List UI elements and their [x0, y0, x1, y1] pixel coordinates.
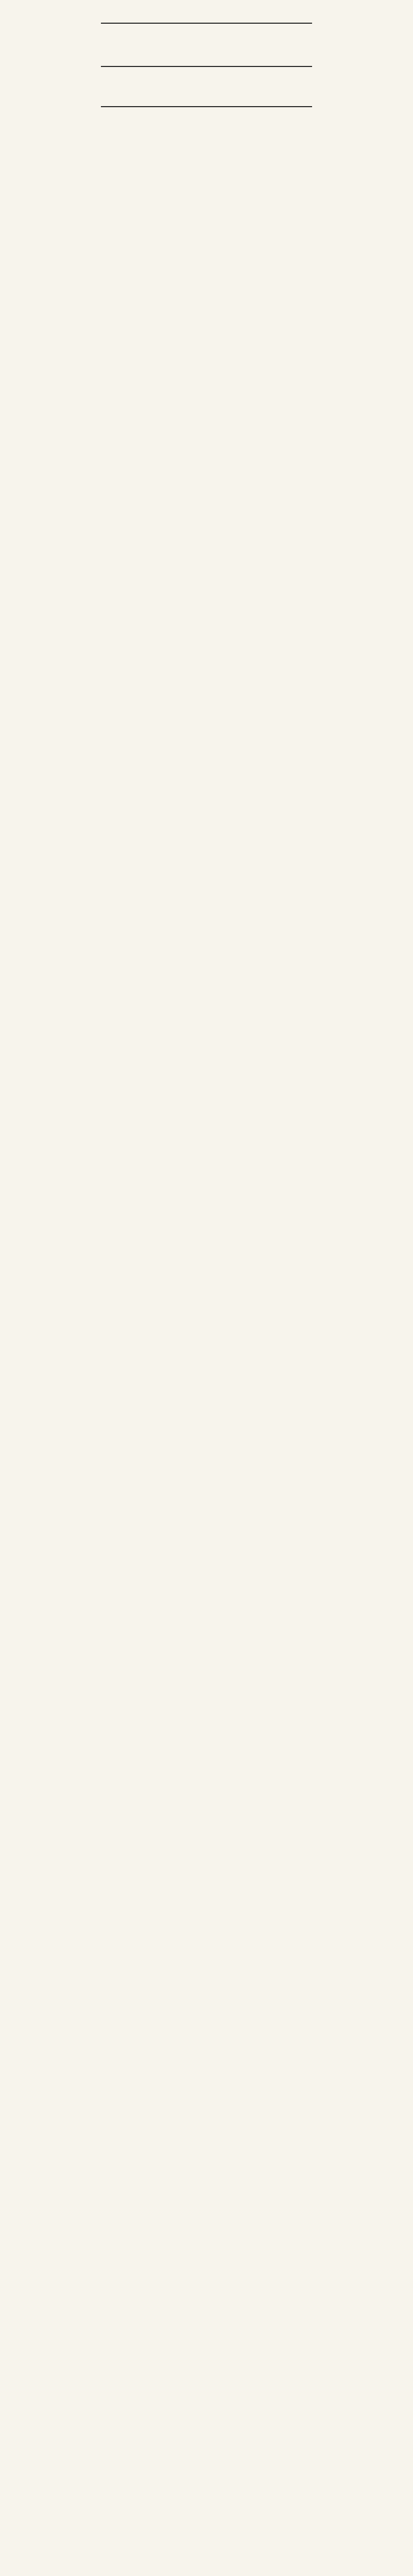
section-heading — [8, 1879, 405, 1892]
section-heading — [8, 2354, 405, 2367]
body-paragraph — [8, 441, 405, 554]
body-paragraph — [8, 678, 405, 750]
body-paragraph — [8, 1453, 405, 1525]
deck-line-2 — [29, 47, 384, 61]
body-paragraph — [8, 1123, 405, 1236]
body-paragraph — [8, 1898, 405, 2104]
body-paragraph — [8, 1675, 405, 1789]
body-paragraph — [8, 2373, 405, 2486]
divider — [101, 106, 312, 107]
article — [8, 0, 405, 2576]
body-paragraph — [8, 782, 405, 895]
body-paragraph — [8, 901, 405, 973]
body-paragraph — [8, 1557, 405, 1670]
section-heading — [8, 764, 405, 776]
body-paragraph — [8, 1242, 405, 1448]
body-paragraph — [8, 978, 405, 1091]
divider — [101, 66, 312, 67]
body-paragraph — [8, 1794, 405, 1866]
divider — [101, 23, 312, 24]
body-paragraph — [8, 2492, 405, 2576]
subdeck-line-2 — [24, 89, 389, 102]
body-paragraph — [8, 111, 405, 225]
body-paragraph — [8, 230, 405, 436]
section-heading — [8, 1538, 405, 1551]
subdeck-line-1 — [24, 71, 389, 84]
body-paragraph — [8, 2228, 405, 2341]
section-heading — [8, 1105, 405, 1117]
body-paragraph — [8, 560, 405, 673]
body-paragraph — [8, 2109, 405, 2223]
deck-line-1 — [29, 29, 384, 42]
